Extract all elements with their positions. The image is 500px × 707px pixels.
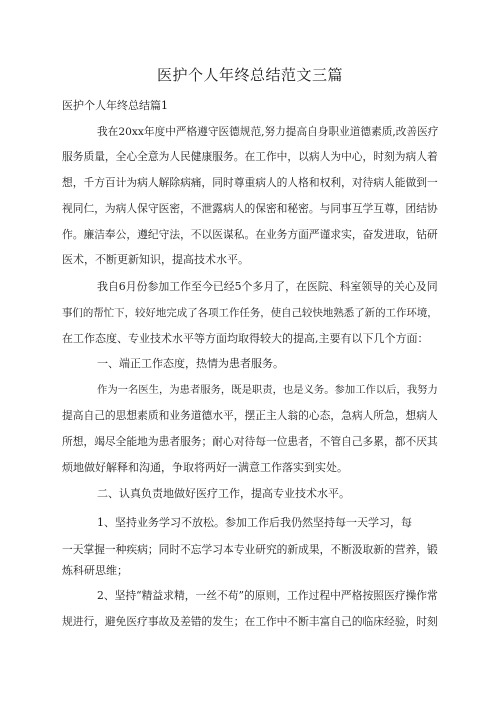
paragraph-line: 医术，不断更新知识，提高技术水平。 — [62, 253, 249, 266]
paragraph-line: 1、坚持业务学习不放松。参加工作后我仍然坚持每一天学习，每 — [97, 516, 412, 529]
section-heading: 一、端正工作态度，热情为患者服务。 — [97, 357, 284, 370]
paragraph-line: 炼科研思维； — [62, 564, 128, 577]
paragraph-line: 所想，竭尽全能地为患者服务；耐心对待每一位患者，不管自己多累，都不厌其 — [62, 435, 438, 448]
paragraph-line: 我自6月份参加工作至今已经5个多月了，在医院、科室领导的关心及同 — [97, 280, 438, 293]
paragraph-line: 想，千方百计为病人解除病痛，同时尊重病人的人格和权利，对待病人能做到一 — [62, 176, 438, 189]
section-title: 医护个人年终总结篇1 — [62, 99, 168, 112]
paragraph-line: 服务质量，全心全意为人民健康服务。在工作中，以病人为中心，时刻为病人着 — [62, 150, 438, 163]
paragraph-line: 2、坚持“精益求精，一丝不苟”的原则，工作过程中严格按照医疗操作常 — [97, 589, 438, 602]
paragraph-line: 在工作态度、专业技术水平等方面均取得较大的提高,主要有以下几个方面： — [62, 332, 429, 345]
paragraph-line: 作为一名医生，为患者服务，既是职责，也是义务。参加工作以后，我努力 — [97, 384, 438, 396]
document-title: 医护个人年终总结范文三篇 — [156, 66, 343, 84]
paragraph-line: 视同仁，为病人保守医密，不泄露病人的保密和秘密。与同事互学互尊，团结协 — [62, 202, 438, 215]
paragraph-line: 一天掌握一种疾病；同时不忘学习本专业研究的新成果，不断汲取新的营养，锻 — [62, 543, 438, 556]
paragraph-line: 我在20xx年度中严格遵守医德规范,努力提高自身职业道德素质,改善医疗 — [97, 125, 439, 138]
section-heading: 二、认真负责地做好医疗工作，提高专业技术水平。 — [97, 487, 350, 500]
paragraph-line: 规进行，避免医疗事故及差错的发生；在工作中不断丰富自己的临床经验，时刻 — [62, 615, 438, 628]
paragraph-line: 烦地做好解释和沟通，争取将两好一满意工作落实到实处。 — [62, 461, 348, 474]
paragraph-line: 事们的帮忙下，较好地完成了各项工作任务，使自己较快地熟悉了新的工作环境， — [62, 307, 438, 319]
paragraph-line: 作。廉洁奉公，遵纪守法，不以医谋私。在业务方面严谨求实，奋发进取，钻研 — [62, 228, 438, 241]
paragraph-line: 提高自己的思想素质和业务道德水平，摆正主人翁的心态，急病人所急，想病人 — [62, 409, 438, 422]
